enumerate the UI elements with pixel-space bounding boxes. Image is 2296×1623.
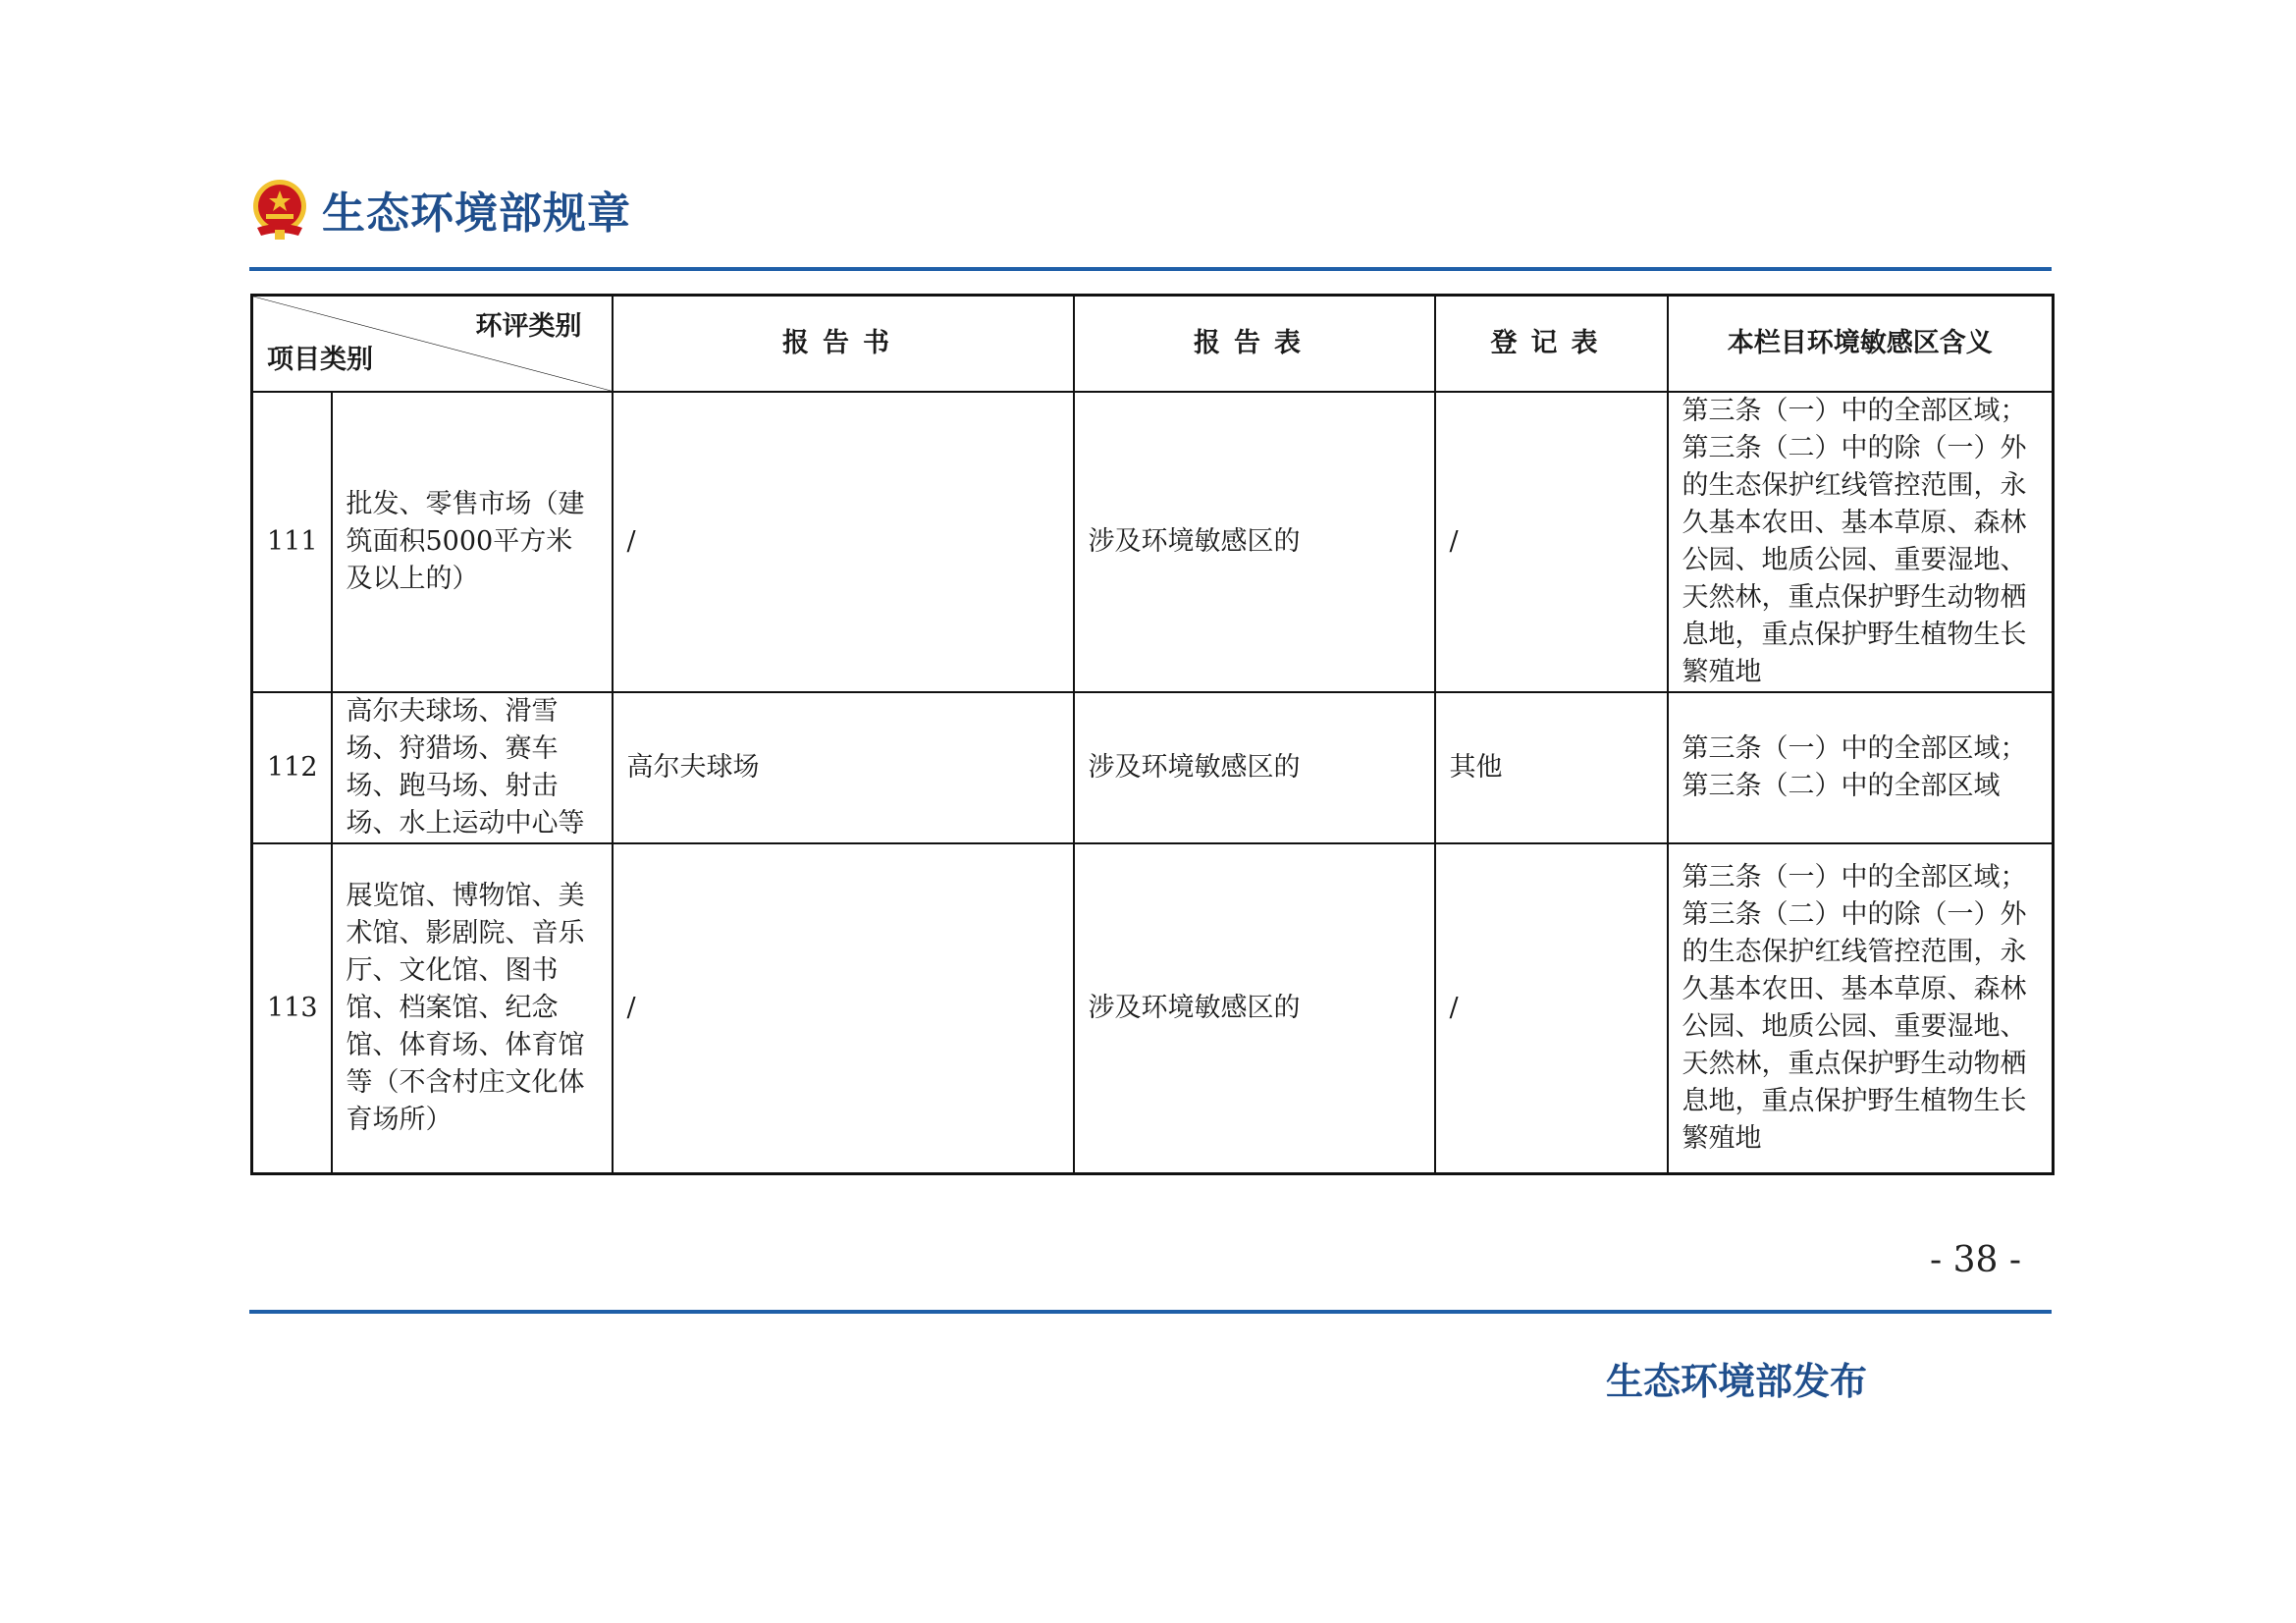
table-row [252,392,2054,692]
header-title: 生态环境部规章 [322,189,631,239]
header-registration: 登记表 [1435,296,1668,393]
table-row [252,692,2054,843]
header-report-book: 报告书 [613,296,1074,393]
project-name: 高尔夫球场、滑雪场、狩猎场、赛车场、跑马场、射击场、水上运动中心等 [332,692,613,843]
diagonal-header-cell [252,296,613,393]
report-form-cell: 涉及环境敏感区的 [1074,692,1435,843]
diag-label-project: 项目类别 [267,345,373,375]
footer-publisher: 生态环境部发布 [1606,1360,1868,1403]
diag-label-category: 环评类别 [475,311,582,342]
report-book-cell: / [613,392,1074,692]
row-number: 113 [252,843,332,1174]
registration-cell: / [1435,392,1668,692]
table-header-row [252,296,2054,393]
report-form-cell: 涉及环境敏感区的 [1074,392,1435,692]
row-number: 111 [252,392,332,692]
report-book-cell: 高尔夫球场 [613,692,1074,843]
registration-cell: 其他 [1435,692,1668,843]
meaning-cell: 第三条（一）中的全部区域；第三条（二）中的全部区域 [1668,692,2054,843]
registration-cell: / [1435,843,1668,1174]
top-rule [249,267,2052,271]
document-header [249,175,631,243]
project-name: 批发、零售市场（建筑面积5000平方米及以上的） [332,392,613,692]
header-report-form: 报告表 [1074,296,1435,393]
report-book-cell: / [613,843,1074,1174]
header-meaning: 本栏目环境敏感区含义 [1668,296,2054,393]
meaning-cell: 第三条（一）中的全部区域；第三条（二）中的除（一）外的生态保护红线管控范围，永久基本农田、基本草原、森林公园、地质公园、重要湿地、天然林，重点保护野生动物栖息地，重点保护野生植物生长繁殖地 [1668,843,2054,1174]
report-form-cell: 涉及环境敏感区的 [1074,843,1435,1174]
page-number: - 38 - [1930,1240,2022,1280]
project-name: 展览馆、博物馆、美术馆、影剧院、音乐厅、文化馆、图书馆、档案馆、纪念馆、体育场、体育馆等（不含村庄文化体育场所） [332,843,613,1174]
national-emblem-icon [249,177,310,242]
meaning-cell: 第三条（一）中的全部区域；第三条（二）中的除（一）外的生态保护红线管控范围，永久基本农田、基本草原、森林公园、地质公园、重要湿地、天然林，重点保护野生动物栖息地，重点保护野生植物生长繁殖地 [1668,392,2054,692]
bottom-rule [249,1310,2052,1314]
eia-category-table [250,294,2055,1175]
row-number: 112 [252,692,332,843]
table-row [252,843,2054,1174]
